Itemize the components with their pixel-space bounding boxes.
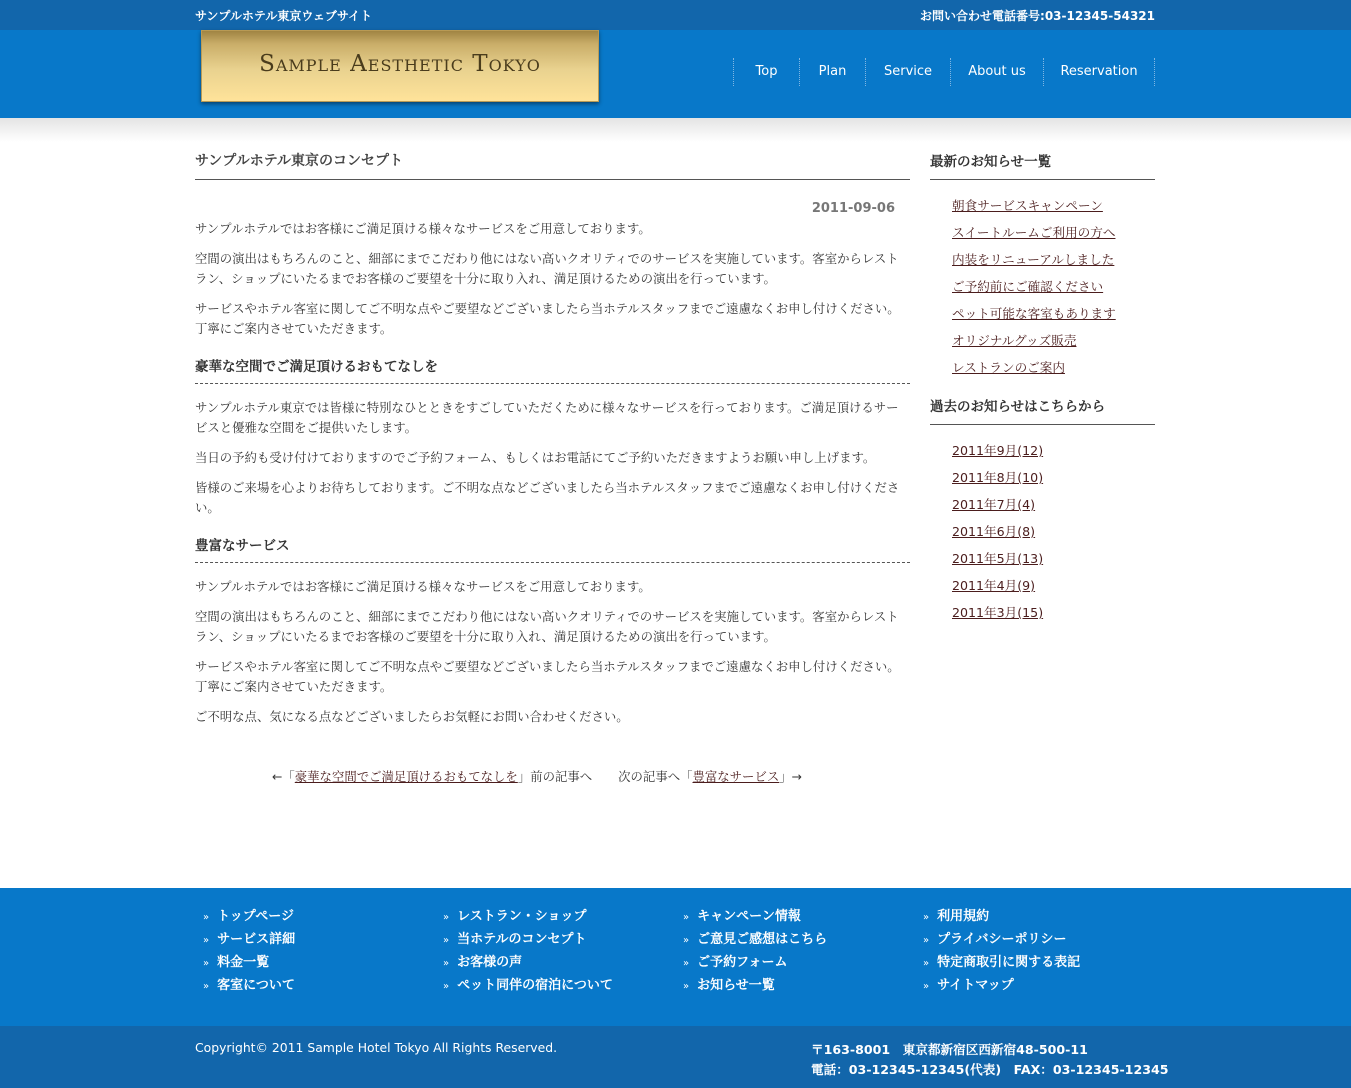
list-item bbox=[952, 246, 1155, 273]
archive-link[interactable]: 2011年3月(15) bbox=[952, 605, 1044, 620]
list-item bbox=[952, 572, 1155, 599]
address-block bbox=[811, 1040, 1169, 1080]
top-bar bbox=[0, 0, 1351, 30]
list-item bbox=[952, 273, 1155, 300]
footer-col-2 bbox=[443, 906, 613, 998]
news-link[interactable]: レストランのご案内 bbox=[952, 360, 1065, 375]
paragraph: ご不明な点、気になる点などございましたらお気軽にお問い合わせください。 bbox=[195, 709, 629, 724]
list-item bbox=[952, 192, 1155, 219]
global-nav bbox=[733, 58, 1155, 86]
list-item bbox=[952, 300, 1155, 327]
archive-link[interactable]: 2011年9月(12) bbox=[952, 443, 1044, 458]
paragraph: サンプルホテルではお客様にご満足頂ける様々なサービスをご用意しております。 bbox=[195, 221, 651, 236]
list-item bbox=[952, 327, 1155, 354]
site-name: サンプルホテル東京ウェブサイト bbox=[195, 9, 373, 23]
nav-plan[interactable]: Plan bbox=[799, 58, 865, 86]
footer-col-3 bbox=[683, 906, 827, 998]
paragraph: 空間の演出はもちろんのこと、細部にまでこだわり他にはない高いクオリティでのサービスを実施しています。客室からレストラン、ショップにいたるまでお客様のご要望を十分に取り入れ、満足頂けるための演出を行っています。 bbox=[195, 609, 899, 644]
page-title: サンプルホテル東京のコンセプト bbox=[195, 150, 910, 180]
nav-about-us[interactable]: About us bbox=[950, 58, 1043, 86]
header bbox=[0, 30, 1351, 118]
list-item bbox=[952, 545, 1155, 572]
footer-link[interactable]: » レストラン・ショップ bbox=[443, 906, 613, 929]
paragraph: サンプルホテルではお客様にご満足頂ける様々なサービスをご用意しております。 bbox=[195, 579, 651, 594]
section-heading: 豊富なサービス bbox=[195, 534, 910, 563]
footer-link[interactable]: » お知らせ一覧 bbox=[683, 975, 827, 998]
paragraph: 当日の予約も受け付けておりますのでご予約フォーム、もしくはお電話にてご予約いただきますようお願い申し上げます。 bbox=[195, 450, 876, 465]
list-item bbox=[952, 219, 1155, 246]
post-date: 2011-09-06 bbox=[811, 201, 895, 216]
paragraph: サービスやホテル客室に関してご不明な点やご要望などございましたら当ホテルスタッフまでご遠慮なくお申し付けください。丁寧にご案内させていただきます。 bbox=[195, 301, 900, 336]
footer-link[interactable]: » 利用規約 bbox=[923, 906, 1080, 929]
archive-link[interactable]: 2011年5月(13) bbox=[952, 551, 1044, 566]
news-link[interactable]: ペット可能な客室もあります bbox=[952, 306, 1116, 321]
paragraph: 空間の演出はもちろんのこと、細部にまでこだわり他にはない高いクオリティでのサービスを実施しています。客室からレストラン、ショップにいたるまでお客様のご要望を十分に取り入れ、満足頂けるための演出を行っています。 bbox=[195, 251, 899, 286]
news-link[interactable]: ご予約前にご確認ください bbox=[952, 279, 1104, 294]
next-prefix: 次の記事へ「 bbox=[618, 769, 693, 784]
copyright: Copyright© 2011 Sample Hotel Tokyo All Rights Reserved. bbox=[195, 1040, 558, 1055]
footer-link[interactable]: » 客室について bbox=[203, 975, 295, 998]
footer-link[interactable]: » トップページ bbox=[203, 906, 295, 929]
nav-reservation[interactable]: Reservation bbox=[1043, 58, 1155, 86]
address: 〒163-8001 東京都新宿区西新宿48-500-11 bbox=[811, 1042, 1088, 1057]
footer-col-1 bbox=[203, 906, 295, 998]
paragraph: 皆様のご来場を心よりお待ちしております。ご不明な点などございましたら当ホテルスタッフまでご遠慮なくお申し付けください。 bbox=[195, 480, 900, 515]
footer bbox=[0, 888, 1351, 1026]
footer-link[interactable]: » 当ホテルのコンセプト bbox=[443, 929, 613, 952]
footer-link[interactable]: » ご意見ご感想はこちら bbox=[683, 929, 827, 952]
news-link[interactable]: 内装をリニューアルしました bbox=[952, 252, 1115, 267]
contact-phone: お問い合わせ電話番号:03-12345-54321 bbox=[920, 9, 1155, 23]
list-item bbox=[952, 464, 1155, 491]
footer-link[interactable]: » プライバシーポリシー bbox=[923, 929, 1080, 952]
footer-link[interactable]: » サイトマップ bbox=[923, 975, 1080, 998]
header-shadow bbox=[0, 118, 1351, 142]
news-list bbox=[930, 180, 1155, 381]
list-item bbox=[952, 599, 1155, 626]
phone-fax: 電話：03-12345-12345(代表) FAX：03-12345-12345 bbox=[811, 1062, 1169, 1077]
news-link[interactable]: オリジナルグッズ販売 bbox=[952, 333, 1077, 348]
list-item bbox=[952, 491, 1155, 518]
footer-link[interactable]: » ご予約フォーム bbox=[683, 952, 827, 975]
copyright-bar bbox=[0, 1026, 1351, 1088]
nav-service[interactable]: Service bbox=[865, 58, 950, 86]
paragraph: サンプルホテル東京では皆様に特別なひとときをすごしていただくために様々なサービスを行っております。ご満足頂けるサービスと優雅な空間をご提供いたします。 bbox=[195, 400, 899, 435]
section-heading: 豪華な空間でご満足頂けるおもてなしを bbox=[195, 355, 910, 384]
footer-link[interactable]: » ペット同伴の宿泊について bbox=[443, 975, 613, 998]
archive-link[interactable]: 2011年8月(10) bbox=[952, 470, 1044, 485]
logo-text: Sample Aesthetic Tokyo bbox=[259, 51, 541, 77]
footer-link[interactable]: » 特定商取引に関する表記 bbox=[923, 952, 1080, 975]
archive-list bbox=[930, 425, 1155, 626]
archive-heading: 過去のお知らせはこちらから bbox=[930, 395, 1155, 425]
site-logo[interactable] bbox=[201, 30, 599, 102]
archive-link[interactable]: 2011年4月(9) bbox=[952, 578, 1036, 593]
footer-link[interactable]: » 料金一覧 bbox=[203, 952, 295, 975]
list-item bbox=[952, 437, 1155, 464]
prev-post-link[interactable]: 豪華な空間でご満足頂けるおもてなしを bbox=[294, 769, 518, 784]
footer-link[interactable]: » お客様の声 bbox=[443, 952, 613, 975]
post-navigation bbox=[195, 767, 910, 785]
next-suffix: 」→ bbox=[779, 769, 803, 784]
sidebar bbox=[930, 150, 1155, 626]
prev-prefix: ←「 bbox=[272, 769, 295, 784]
archive-link[interactable]: 2011年7月(4) bbox=[952, 497, 1036, 512]
footer-col-4 bbox=[923, 906, 1080, 998]
main-content bbox=[195, 150, 910, 785]
nav-top[interactable]: Top bbox=[733, 58, 799, 86]
archive-link[interactable]: 2011年6月(8) bbox=[952, 524, 1036, 539]
news-heading: 最新のお知らせ一覧 bbox=[930, 150, 1155, 180]
footer-link[interactable]: » サービス詳細 bbox=[203, 929, 295, 952]
list-item bbox=[952, 518, 1155, 545]
list-item bbox=[952, 354, 1155, 381]
news-link[interactable]: 朝食サービスキャンペーン bbox=[952, 198, 1103, 213]
prev-suffix: 」前の記事へ bbox=[517, 769, 593, 784]
next-post-link[interactable]: 豊富なサービス bbox=[692, 769, 780, 784]
footer-link[interactable]: » キャンペーン情報 bbox=[683, 906, 827, 929]
news-link[interactable]: スイートルームご利用の方へ bbox=[952, 225, 1116, 240]
paragraph: サービスやホテル客室に関してご不明な点やご要望などございましたら当ホテルスタッフまでご遠慮なくお申し付けください。丁寧にご案内させていただきます。 bbox=[195, 659, 900, 694]
